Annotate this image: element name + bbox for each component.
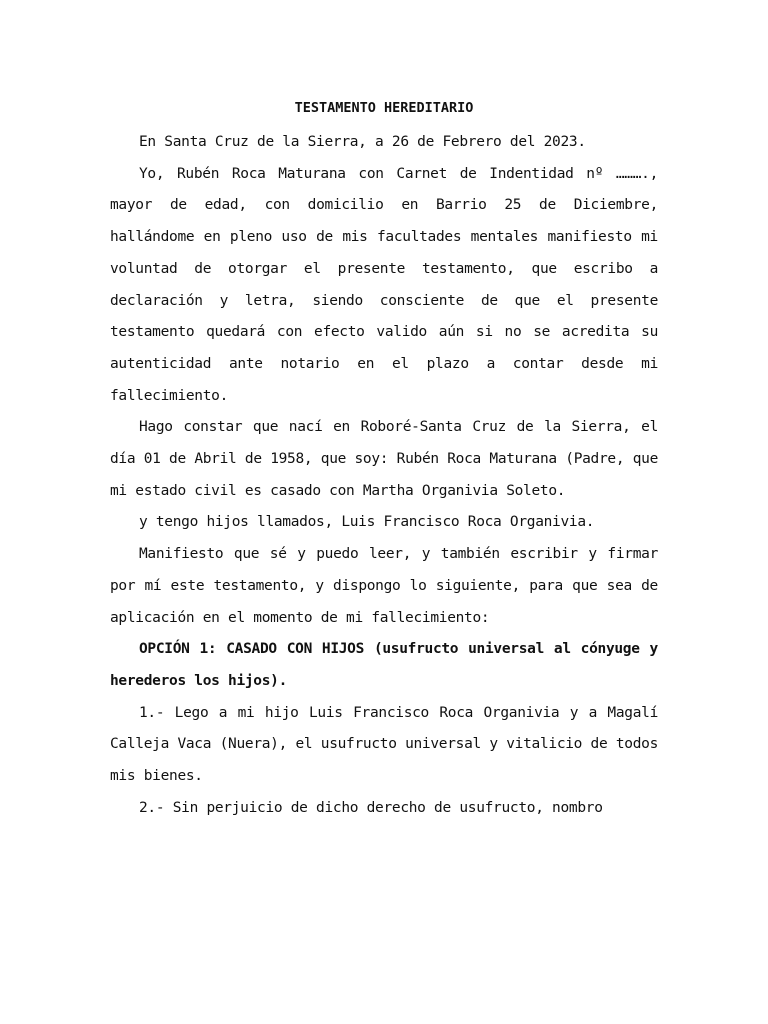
paragraph-date-place: En Santa Cruz de la Sierra, a 26 de Febrero del 2023.: [139, 134, 586, 150]
paragraph-clause-1: 1.- Lego a mi hijo Luis Francisco Roca Organivia y a Magalí Calleja Vaca (Nuera), el usufructo universal y vitalicio de todos mis bienes.: [110, 704, 658, 785]
paragraph-option-heading: OPCIÓN 1: CASADO CON HIJOS (usufructo universal al cónyuge y herederos los hijos).: [110, 641, 658, 689]
paragraph-declaration: Yo, Rubén Roca Maturana con Carnet de Indentidad nº ………., mayor de edad, con domicilio en Barrio 25 de Diciembre, hallándome en pleno uso de mis facultades mentales manifiesto mi voluntad de otorgar el presente testamento, que escribo a declaración y letra, siendo consciente de que el presente testamento quedará con efecto valido aún si no se acredita su autenticidad ante notario en el plazo a contar desde mi fallecimiento.: [110, 165, 658, 404]
paragraph-capacity: Manifiesto que sé y puedo leer, y también escribir y firmar por mí este testamento, y dispongo lo siguiente, para que sea de aplicación en el momento de mi fallecimiento:: [110, 546, 658, 626]
paragraph-clause-2: 2.- Sin perjuicio de dicho derecho de usufructo, nombro: [139, 799, 603, 816]
document-title: TESTAMENTO HEREDITARIO: [294, 100, 474, 116]
paragraph-birth-civil-status: Hago constar que nací en Roboré-Santa Cruz de la Sierra, el día 01 de Abril de 1958, que soy: Rubén Roca Maturana (Padre, que mi estado civil es casado con Martha Organivia Soleto.: [110, 419, 658, 499]
paragraph-children: y tengo hijos llamados, Luis Francisco Roca Organivia.: [139, 514, 595, 531]
document-body: [110, 127, 658, 824]
